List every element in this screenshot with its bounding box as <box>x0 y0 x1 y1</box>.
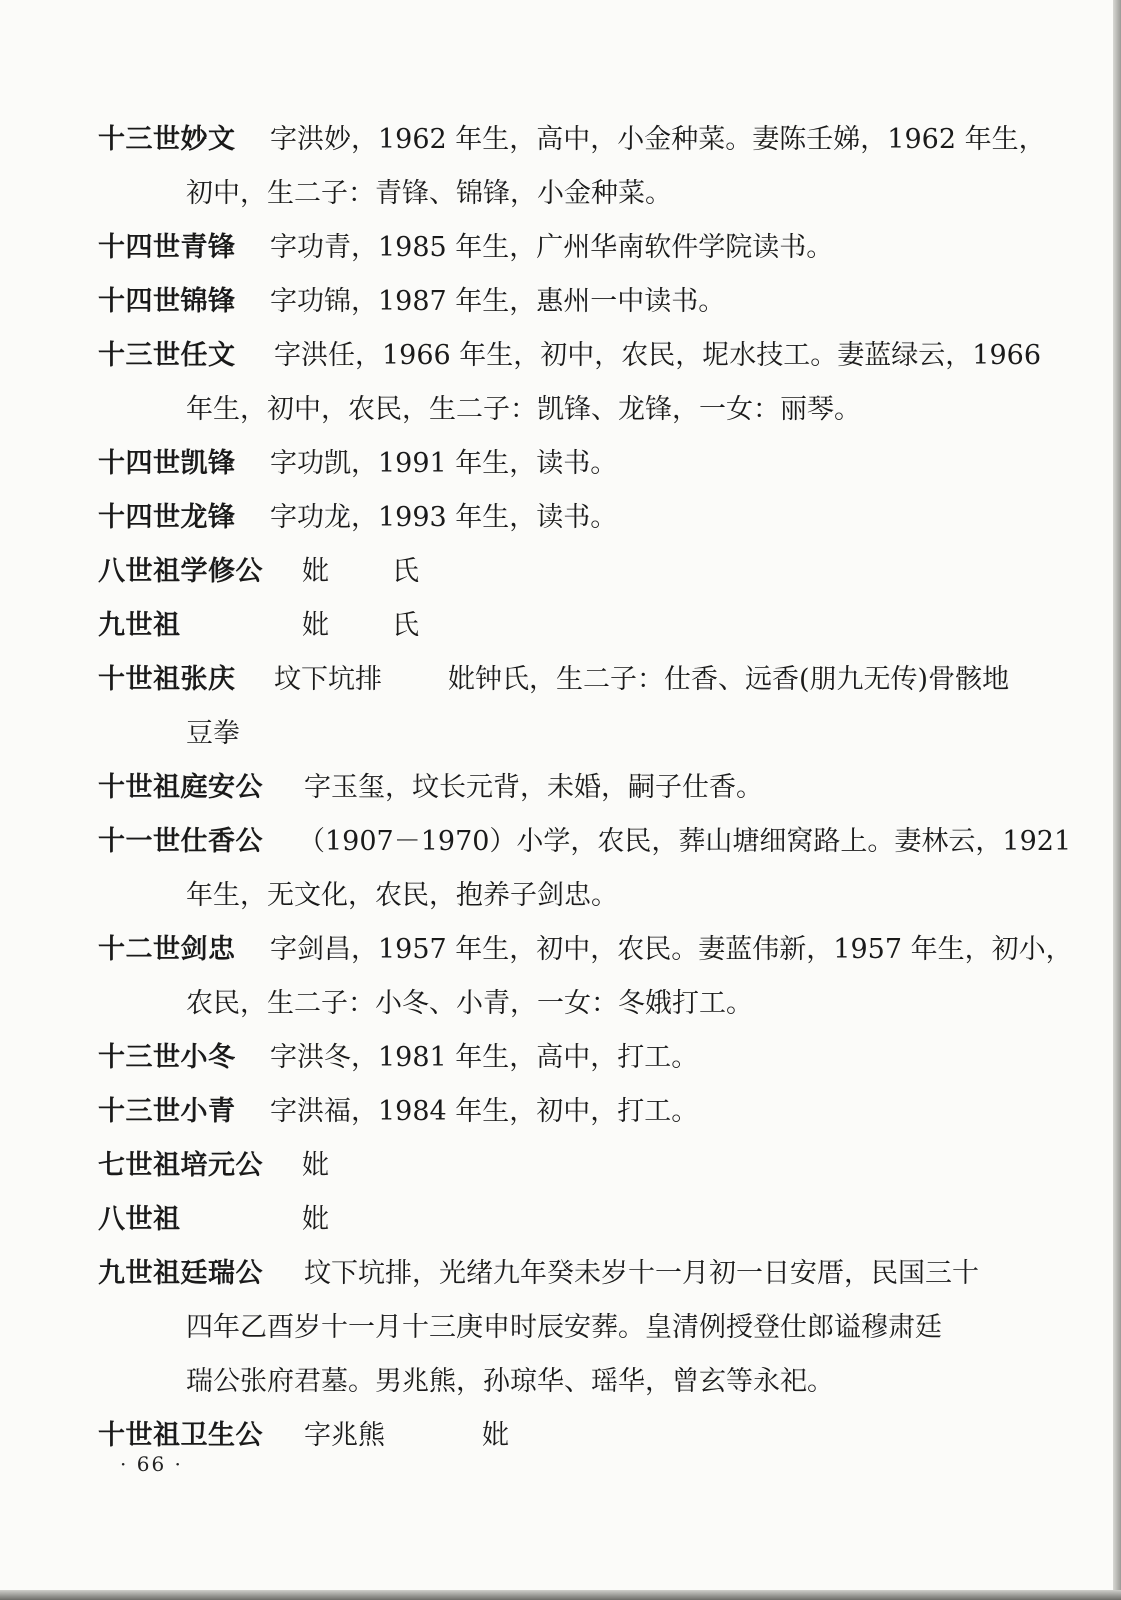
entry-consort: 妣 <box>302 556 329 587</box>
entry-text: 农民，生二子：小冬、小青，一女：冬娥打工。 <box>186 988 753 1019</box>
entry-text: 字功锦，1987 年生，惠州一中读书。 <box>270 286 726 317</box>
genealogy-entry <box>98 1031 1058 1085</box>
page-edge-bottom <box>0 1590 1121 1600</box>
entry-title: 十四世凯锋 <box>98 448 236 479</box>
entry-title: 七世祖培元公 <box>98 1150 263 1181</box>
entry-title: 十四世青锋 <box>98 232 236 263</box>
entry-text: 妣钟氏，生二子：仕香、远香(朋九无传)骨骸地 <box>448 664 1010 695</box>
genealogy-entry <box>98 545 1058 599</box>
entry-consort: 妣 <box>302 1150 329 1181</box>
entry-title: 十世祖卫生公 <box>98 1420 263 1451</box>
entry-title: 十四世锦锋 <box>98 286 236 317</box>
genealogy-entry <box>98 437 1058 491</box>
genealogy-entry <box>98 1085 1058 1139</box>
entry-title: 十世祖庭安公 <box>98 772 263 803</box>
entry-consort: 妣 <box>302 610 329 641</box>
entry-title: 十三世小冬 <box>98 1042 236 1073</box>
genealogy-entry <box>98 1139 1058 1193</box>
entry-text: （1907－1970）小学，农民，葬山塘细窝路上。妻林云，1921 <box>298 826 1072 857</box>
entry-text: 年生，无文化，农民，抱养子剑忠。 <box>186 880 618 911</box>
genealogy-entry <box>98 923 1073 1031</box>
entry-title: 十二世剑忠 <box>98 934 236 965</box>
entry-title: 十三世小青 <box>98 1096 236 1127</box>
entry-title: 十三世妙文 <box>98 124 236 155</box>
entry-title: 十世祖张庆 <box>98 664 236 695</box>
genealogy-text <box>98 113 1073 1463</box>
entry-title: 八世祖学修公 <box>98 556 263 587</box>
entry-text: 瑞公张府君墓。男兆熊，孙琼华、瑶华，曾玄等永祀。 <box>186 1366 834 1397</box>
genealogy-entry <box>98 815 1072 923</box>
entry-text: 坟下坑排，光绪九年癸未岁十一月初一日安厝，民国三十 <box>304 1258 979 1289</box>
entry-courtesy-name: 字兆熊 <box>304 1420 385 1451</box>
entry-text: 豆拳 <box>186 718 240 749</box>
entry-text: 字功龙，1993 年生，读书。 <box>270 502 618 533</box>
genealogy-entry <box>98 1409 1058 1463</box>
genealogy-entry <box>98 491 1058 545</box>
entry-consort: 妣 <box>482 1420 509 1451</box>
page-edge-right <box>1113 0 1121 1600</box>
entry-title: 八世祖 <box>98 1204 181 1235</box>
entry-title: 十四世龙锋 <box>98 502 236 533</box>
page-number: · 66 · <box>120 1452 183 1476</box>
genealogy-entry <box>98 329 1058 437</box>
entry-title: 九世祖 <box>98 610 181 641</box>
entry-title: 十三世任文 <box>98 340 236 371</box>
genealogy-entry <box>98 1247 1058 1409</box>
entry-text: 字洪福，1984 年生，初中，打工。 <box>270 1096 699 1127</box>
genealogy-entry <box>98 113 1058 221</box>
entry-text: 字洪冬，1981 年生，高中，打工。 <box>270 1042 699 1073</box>
entry-text: 年生，初中，农民，生二子：凯锋、龙锋，一女：丽琴。 <box>186 394 861 425</box>
entry-grave: 坟下坑排 <box>274 664 382 695</box>
genealogy-entry <box>98 275 1058 329</box>
genealogy-entry <box>98 761 1058 815</box>
entry-surname: 氏 <box>392 556 419 587</box>
entry-text: 字功青，1985 年生，广州华南软件学院读书。 <box>270 232 834 263</box>
entry-text: 字功凯，1991 年生，读书。 <box>270 448 618 479</box>
entry-surname: 氏 <box>392 610 419 641</box>
entry-text: 字洪妙，1962 年生，高中，小金种菜。妻陈壬娣，1962 年生， <box>270 124 1046 155</box>
entry-title: 十一世仕香公 <box>98 826 263 857</box>
entry-text: 字剑昌，1957 年生，初中，农民。妻蓝伟新，1957 年生，初小， <box>270 934 1073 965</box>
entry-title: 九世祖廷瑞公 <box>98 1258 263 1289</box>
genealogy-entry <box>98 1193 1058 1247</box>
entry-text: 初中，生二子：青锋、锦锋，小金种菜。 <box>186 178 672 209</box>
entry-consort: 妣 <box>302 1204 329 1235</box>
genealogy-entry <box>98 221 1058 275</box>
entry-text: 字洪任，1966 年生，初中，农民，坭水技工。妻蓝绿云，1966 <box>274 340 1042 371</box>
entry-text: 四年乙酉岁十一月十三庚申时辰安葬。皇清例授登仕郎谥穆肃廷 <box>186 1312 942 1343</box>
entry-text: 字玉玺，坟长元背，未婚，嗣子仕香。 <box>304 772 763 803</box>
genealogy-entry <box>98 599 1058 653</box>
genealogy-entry <box>98 653 1058 761</box>
